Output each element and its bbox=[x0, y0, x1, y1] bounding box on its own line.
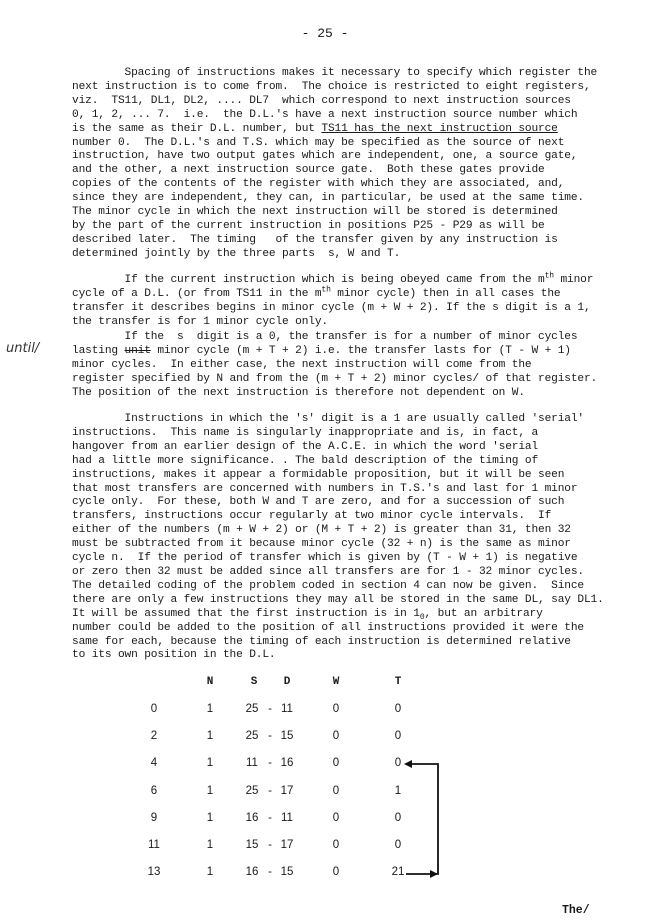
text-line: transfers, instructions occur regularly at two minor cycle intervals. If bbox=[72, 510, 552, 523]
text-line: either of the numbers (m + W + 2) or (M + T + 2) is greater than 31, then 32 bbox=[72, 524, 571, 537]
cell-w: 0 bbox=[332, 839, 340, 851]
text-line: determined jointly by the three parts s, W and T. bbox=[72, 247, 401, 260]
text-line: viz. TS11, DL1, DL2, .... DL7 which correspond to next instruction sources bbox=[72, 94, 571, 107]
cell-w: 0 bbox=[332, 812, 340, 824]
column-header-s: S bbox=[250, 676, 258, 688]
cell-t: 0 bbox=[394, 812, 402, 824]
text-line: , but an arbitrary bbox=[424, 607, 543, 620]
cell-n: 1 bbox=[206, 757, 214, 769]
paragraph-transfer-begin bbox=[72, 271, 620, 330]
loop-arrow-icon bbox=[400, 672, 450, 892]
cell-w: 0 bbox=[332, 866, 340, 878]
text-line: copies of the contents of the register with which they are associated, and, bbox=[72, 178, 565, 191]
catchword: The/ bbox=[562, 904, 590, 917]
text-line: there are only a few instructions they may all be stored in the same DL, say DL1. bbox=[72, 593, 604, 606]
text-line: to its own position in the D.L. bbox=[72, 649, 276, 662]
cell-n: 1 bbox=[206, 785, 214, 797]
page-number: - 25 - bbox=[301, 26, 349, 41]
text-line: instructions, makes it appear a formidable proposition, but it will be seen bbox=[72, 468, 565, 481]
text-line: must be subtracted from it because minor cycle (32 + n) is the same as minor bbox=[72, 538, 571, 551]
cell-d: 15 bbox=[280, 730, 294, 742]
text-line: cycle n. If the period of transfer which is given by (T - W + 1) is negative bbox=[72, 552, 578, 565]
text-line: minor cycles. In either case, the next instruction will come from the bbox=[72, 358, 532, 371]
text-line: number could be added to the position of all instructions provided it were the bbox=[72, 621, 584, 634]
cell-dash: - bbox=[268, 703, 272, 715]
cell-n: 1 bbox=[206, 812, 214, 824]
text-line: lasting bbox=[72, 344, 125, 357]
paragraph-instruction-spacing bbox=[72, 67, 620, 262]
underlined-text: TS11 has the next instruction source bbox=[321, 122, 558, 135]
cell-dash: - bbox=[268, 839, 272, 851]
text-line: Spacing of instructions makes it necessary to specify which register the bbox=[72, 67, 598, 79]
cell-position: 0 bbox=[150, 703, 158, 715]
text-line: instructions. This name is singularly inappropriate and is, in fact, a bbox=[72, 426, 539, 439]
cell-w: 0 bbox=[332, 757, 340, 769]
instruction-coding-table bbox=[0, 672, 650, 892]
text-line: 0, 1, 2, ... 7. i.e. the D.L.'s have a next instruction source number which bbox=[72, 108, 578, 121]
subscript: 0 bbox=[419, 612, 425, 622]
text-line: same for each, because the timing of each instruction is determined relative bbox=[72, 635, 571, 648]
text-line: or zero then 32 must be added since all transfers are for 1 - 32 minor cycles. bbox=[72, 565, 584, 578]
cell-s: 25 bbox=[245, 730, 259, 742]
cell-dash: - bbox=[268, 730, 272, 742]
text-line: since they are independent, they can, in particular, be used at the same time. bbox=[72, 192, 584, 205]
text-line: by the part of the current instruction in positions P25 - P29 as will be bbox=[72, 219, 545, 232]
cell-n: 1 bbox=[206, 839, 214, 851]
superscript: th bbox=[544, 271, 554, 281]
cell-w: 0 bbox=[332, 730, 340, 742]
handwritten-margin-note: until/ bbox=[6, 341, 40, 356]
cell-s: 11 bbox=[246, 757, 258, 769]
cell-d: 11 bbox=[281, 703, 293, 715]
superscript: th bbox=[321, 285, 331, 295]
cell-position: 6 bbox=[150, 785, 158, 797]
text-line: It will be assumed that the first instruction is in 1 bbox=[72, 607, 420, 620]
cell-n: 1 bbox=[206, 866, 214, 878]
cell-position: 4 bbox=[150, 757, 158, 769]
cell-dash: - bbox=[268, 812, 272, 824]
cell-position: 2 bbox=[150, 730, 158, 742]
text-line: next instruction is to come from. The choice is restricted to eight registers, bbox=[72, 80, 591, 93]
cell-w: 0 bbox=[332, 785, 340, 797]
text-line: and the other, a next instruction source gate. Both these gates provide bbox=[72, 164, 545, 177]
cell-t: 0 bbox=[394, 730, 402, 742]
text-line: minor cycle (m + T + 2) i.e. the transfer lasts for (T - W + 1) bbox=[150, 344, 571, 357]
text-line: is the same as their D.L. number, but bbox=[72, 122, 322, 135]
text-line: the transfer is for 1 minor cycle only. bbox=[72, 315, 328, 328]
cell-s: 16 bbox=[245, 866, 259, 878]
text-line: minor bbox=[553, 274, 594, 286]
column-header-w: W bbox=[332, 676, 340, 688]
cell-s: 25 bbox=[245, 785, 259, 797]
cell-dash: - bbox=[268, 866, 272, 878]
struck-out-text: unit bbox=[124, 344, 151, 357]
cell-d: 15 bbox=[280, 866, 294, 878]
text-line: If the s digit is a 0, the transfer is for a number of minor cycles bbox=[72, 331, 578, 343]
column-header-d: D bbox=[283, 676, 291, 688]
cell-d: 16 bbox=[280, 757, 294, 769]
cell-t: 0 bbox=[394, 839, 402, 851]
text-line: described later. The timing of the transfer given by any instruction is bbox=[72, 233, 558, 246]
cell-dash: - bbox=[268, 757, 272, 769]
text-line: If the current instruction which is being obeyed came from the m bbox=[72, 274, 545, 286]
cell-t: 21 bbox=[391, 866, 405, 878]
text-line: Instructions in which the 's' digit is a 1 are usually called 'serial' bbox=[72, 413, 584, 425]
cell-n: 1 bbox=[206, 703, 214, 715]
text-line: cycle of a D.L. (or from TS11 in the m bbox=[72, 287, 322, 300]
paragraph-serial-instructions bbox=[72, 413, 620, 663]
cell-position: 9 bbox=[150, 812, 158, 824]
text-line: The minor cycle in which the next instruction will be stored is determined bbox=[72, 206, 558, 219]
cell-s: 25 bbox=[245, 703, 259, 715]
cell-s: 16 bbox=[245, 812, 259, 824]
text-line: transfer it describes begins in minor cycle (m + W + 2). If the s digit is a 1, bbox=[72, 301, 591, 314]
text-line: hangover from an earlier design of the A.C.E. in which the word 'serial bbox=[72, 440, 539, 453]
column-header-t: T bbox=[394, 676, 402, 688]
cell-dash: - bbox=[268, 785, 272, 797]
paragraph-s-digit-zero bbox=[72, 331, 620, 401]
cell-d: 17 bbox=[280, 785, 294, 797]
column-header-n: N bbox=[206, 676, 214, 688]
text-line: register specified by N and from the (m + T + 2) minor cycles/ of that register. bbox=[72, 372, 598, 385]
cell-t: 0 bbox=[394, 703, 402, 715]
cell-position: 13 bbox=[147, 866, 161, 878]
cell-t: 1 bbox=[394, 785, 402, 797]
text-line: number 0. The D.L.'s and T.S. which may be specified as the source of next bbox=[72, 136, 565, 149]
text-line: that most transfers are concerned with numbers in T.S.'s and last for 1 minor bbox=[72, 482, 578, 495]
cell-d: 11 bbox=[281, 812, 293, 824]
text-line: The detailed coding of the problem coded in section 4 can now be given. Since bbox=[72, 579, 584, 592]
cell-d: 17 bbox=[280, 839, 294, 851]
text-line: had a little more significance. . The bald description of the timing of bbox=[72, 454, 539, 467]
cell-t: 0 bbox=[394, 757, 402, 769]
cell-w: 0 bbox=[332, 703, 340, 715]
cell-n: 1 bbox=[206, 730, 214, 742]
cell-s: 15 bbox=[245, 839, 259, 851]
text-line: The position of the next instruction is therefore not dependent on W. bbox=[72, 386, 525, 399]
text-line: instruction, have two output gates which are independent, one, a source gate, bbox=[72, 150, 578, 163]
cell-position: 11 bbox=[148, 839, 160, 851]
text-line: minor cycle) then in all cases the bbox=[330, 287, 561, 300]
text-line: cycle only. For these, both W and T are zero, and for a succession of such bbox=[72, 496, 565, 509]
